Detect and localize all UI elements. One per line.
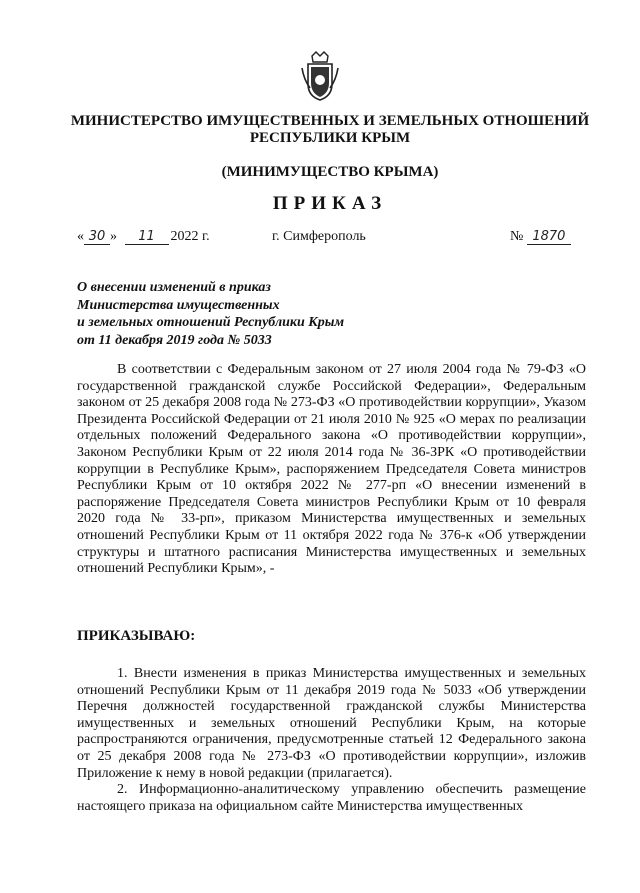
ministry-title-line2: РЕСПУБЛИКИ КРЫМ bbox=[249, 130, 411, 146]
preamble-text: В соответствии с Федеральным законом от 27 июля 2004 года № 79-ФЗ «О государственной гражданской службе Российской Федерации», Федеральным законом от 25 декабря 2008 года № 273-ФЗ «О противодействии коррупции», Указом Президента Российской Федерации от 21 июля 2010 № 925 «О мерах по реализации отдельных положений Федерального закона «О противодействии коррупции», Законом Республики Крым от 22 июля 2014 года № 36-ЗРК «О противодействии коррупции в Республике Крым», распоряжением Председателя Совета министров Республики Крым от 10 октября 2022 № 277-рп «О внесении изменений в распоряжение Председателя Совета министров Республики Крым от 10 февраля 2020 года № 33-рп», приказом Министерства имущественных и земельных отношений Республики Крым от 11 октября 2022 года № 376-к «Об утверждении структуры и штатного расписания Министерства имущественных и земельных отношений Республики Крым», - bbox=[77, 362, 586, 577]
preamble bbox=[77, 362, 586, 578]
subject-line: Министерства имущественных bbox=[77, 297, 280, 313]
order-number-label: № bbox=[510, 229, 524, 244]
order-item-2-text: 2. Информационно-аналитическому управлению обеспечить размещение настоящего приказа на официальном сайте Министерства имущественных bbox=[77, 782, 586, 814]
order-subject bbox=[77, 279, 397, 349]
date-year: 2022 г. bbox=[170, 229, 210, 244]
date-month: 11 bbox=[125, 229, 169, 245]
order-city: г. Симферополь bbox=[272, 229, 366, 244]
order-heading: ПРИКАЗЫВАЮ: bbox=[77, 628, 196, 644]
coat-of-arms-emblem bbox=[300, 50, 340, 102]
subject-line: от 11 декабря 2019 года № 5033 bbox=[77, 332, 272, 348]
subject-line: и земельных отношений Республики Крым bbox=[77, 315, 345, 330]
order-date bbox=[77, 229, 210, 245]
order-item-1 bbox=[77, 666, 586, 782]
order-number-value: 1870 bbox=[527, 229, 571, 245]
ministry-title-line1: МИНИСТЕРСТВО ИМУЩЕСТВЕННЫХ И ЗЕМЕЛЬНЫХ ОТНОШЕНИЙ bbox=[70, 113, 590, 129]
order-number bbox=[510, 229, 571, 245]
date-close-quote: » bbox=[110, 229, 117, 244]
date-open-quote: « bbox=[77, 229, 84, 244]
date-day: 30 bbox=[84, 229, 110, 245]
ministry-short-name: (МИНИМУЩЕСТВО КРЫМА) bbox=[221, 164, 439, 180]
document-type-title: ПРИКАЗ bbox=[272, 193, 388, 214]
order-item-1-text: 1. Внести изменения в приказ Министерства имущественных и земельных отношений Республики Крым от 11 декабря 2019 года № 5033 «Об утверждении Перечня должностей государственной гражданской службы Министерства имущественных и земельных отношений Республики Крым, на которые распространяются ограничения, предусмотренные статьей 12 Федерального закона от 25 декабря 2008 года № 273-ФЗ «О противодействии коррупции», изложив Приложение к нему в новой редакции (прилагается). bbox=[77, 666, 586, 781]
subject-line: О внесении изменений в приказ bbox=[77, 280, 271, 295]
order-item-2 bbox=[77, 782, 586, 815]
